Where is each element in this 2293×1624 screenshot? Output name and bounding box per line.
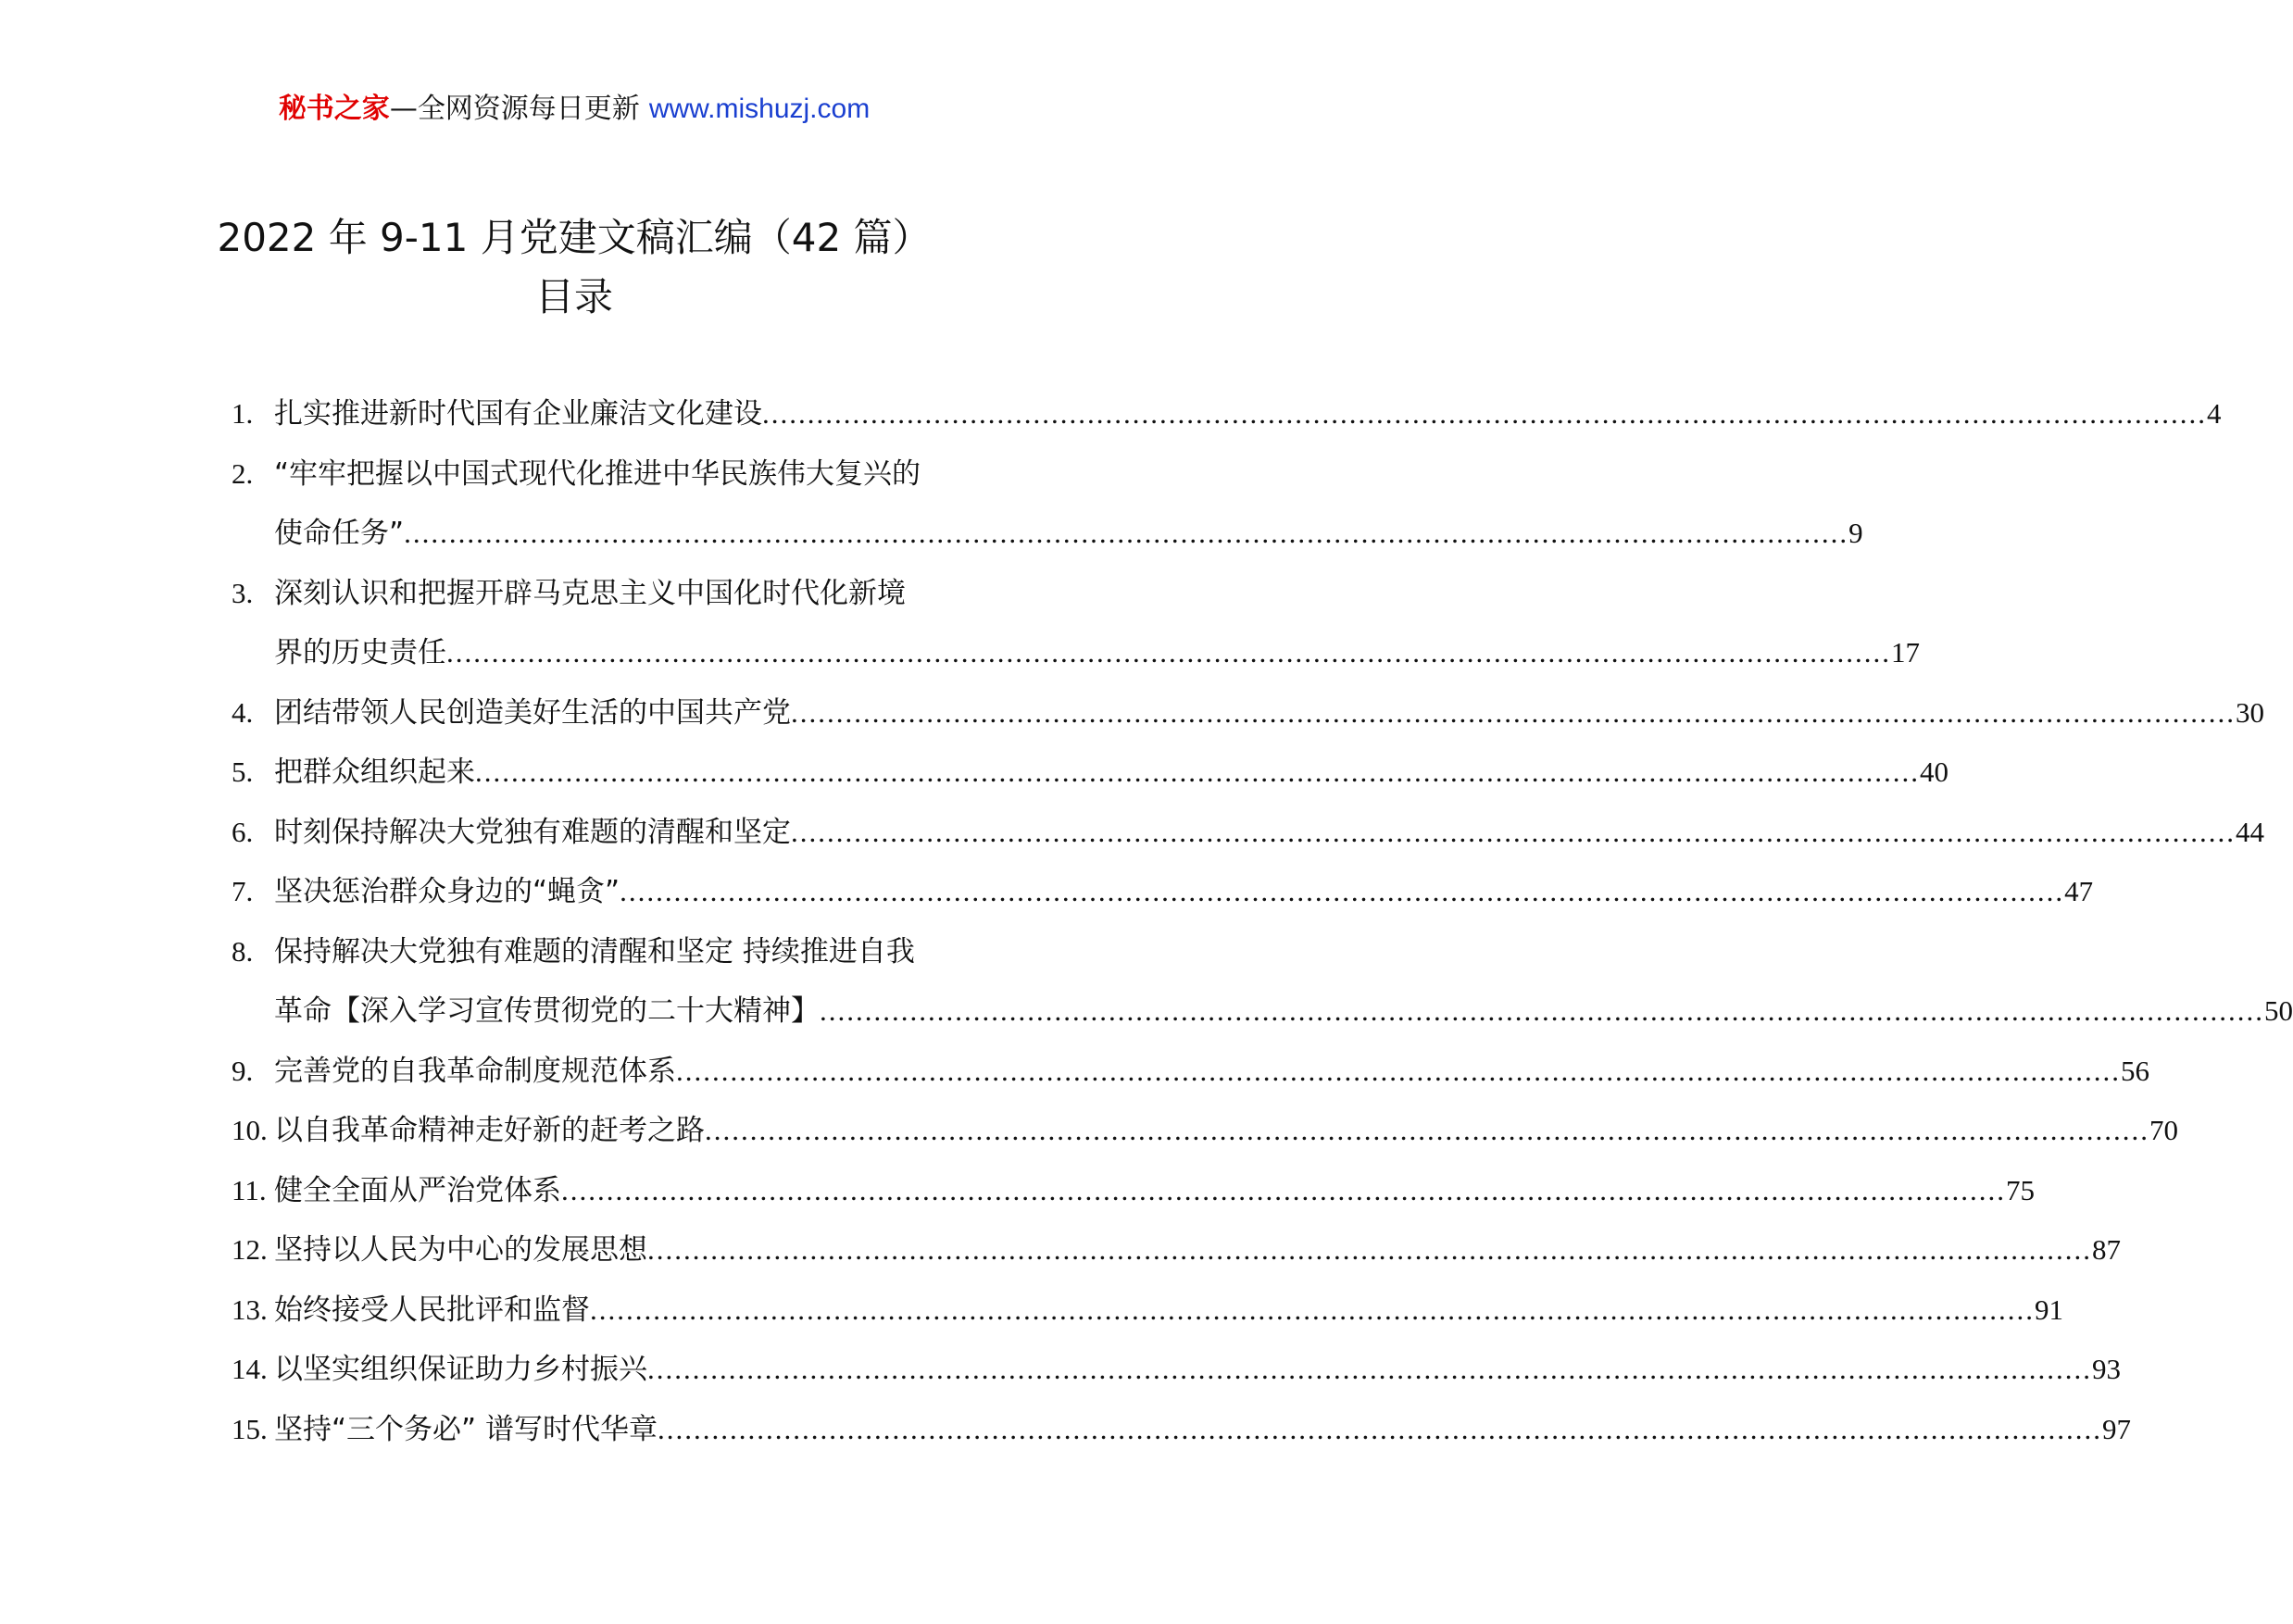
toc-dot-leader: ................................................................................................................................................................ — [705, 1114, 2149, 1146]
toc-entry-title: 坚持“三个务必” 谱写时代华章 — [274, 1412, 658, 1446]
toc-dot-leader: ................................................................................................................................................................ — [762, 397, 2207, 430]
toc-entry-line — [0, 1220, 2121, 1280]
toc-page-number: 56 — [2121, 1054, 2149, 1087]
toc-entry-number: 2. — [232, 456, 254, 490]
toc-entry-title: 坚决惩治群众身边的“蝇贪” — [274, 875, 620, 908]
toc-entry-title: 时刻保持解决大党独有难题的清醒和坚定 — [274, 815, 791, 849]
toc-entry-number: 9. — [232, 1054, 254, 1087]
toc-entry-title: 团结带领人民创造美好生活的中国共产党 — [274, 695, 791, 730]
toc-entry-number: 3. — [232, 576, 254, 609]
toc-entry-line — [0, 1400, 2131, 1460]
toc-entry-number: 6. — [232, 815, 254, 848]
toc-entry-number: 14. — [232, 1353, 268, 1385]
toc-entry-line — [0, 444, 1148, 505]
toc-page-number: 44 — [2236, 815, 2264, 848]
toc-entry-number: 15. — [232, 1412, 268, 1445]
table-of-contents — [0, 384, 2293, 1459]
toc-page-number: 70 — [2149, 1114, 2178, 1146]
toc-dot-leader: ................................................................................................................................................................ — [676, 1054, 2121, 1087]
toc-entry-link[interactable] — [274, 1042, 2149, 1102]
toc-page-number: 47 — [2064, 875, 2094, 907]
toc-entry-title: 革命【深入学习宣传贯彻党的二十大精神】 — [274, 994, 820, 1028]
site-url-link[interactable]: www.mishuzj.com — [648, 94, 871, 124]
toc-page-number: 9 — [1848, 517, 1863, 549]
toc-dot-leader: ................................................................................................................................................................ — [620, 875, 2065, 907]
toc-entry-title: 扎实推进新时代国有企业廉洁文化建设 — [274, 397, 762, 431]
toc-entry-line — [0, 922, 1148, 982]
title-main: 2022 年 9-11 月党建文稿汇编（42 篇） — [217, 215, 932, 260]
toc-entry-title: 始终接受人民批评和监督 — [274, 1293, 590, 1327]
toc-dot-leader: ................................................................................................................................................................ — [657, 1412, 2102, 1445]
toc-entry-number: 13. — [232, 1293, 268, 1326]
toc-entry-link[interactable] — [274, 1161, 2035, 1221]
toc-entry-link[interactable] — [274, 1220, 2121, 1280]
toc-entry-number: 12. — [232, 1233, 268, 1266]
toc-entry-title: 坚持以人民为中心的发展思想 — [274, 1233, 647, 1267]
toc-dot-leader: ................................................................................................................................................................ — [590, 1293, 2035, 1326]
toc-page-number: 93 — [2092, 1353, 2121, 1385]
toc-page-number: 50 — [2264, 994, 2293, 1027]
title-toc-heading: 目录 — [534, 274, 613, 319]
toc-entry-line — [0, 743, 1948, 803]
toc-dot-leader: ................................................................................................................................................................ — [791, 815, 2236, 848]
brand-name: 秘书之家 — [278, 93, 390, 125]
toc-entry-title: 健全全面从严治党体系 — [274, 1173, 561, 1207]
toc-entry-link[interactable] — [274, 981, 2293, 1042]
toc-dot-leader: ................................................................................................................................................................ — [475, 756, 1920, 788]
toc-entry-title: 把群众组织起来 — [274, 756, 475, 789]
toc-entry-link[interactable] — [274, 743, 1948, 803]
toc-entry-line — [0, 564, 1148, 624]
toc-entry-title: 以坚实组织保证助力乡村振兴 — [274, 1353, 647, 1386]
toc-page-number: 30 — [2236, 695, 2264, 729]
toc-entry-title: 使命任务” — [274, 517, 405, 550]
toc-entry-link[interactable] — [274, 1280, 2063, 1341]
toc-entry-line — [0, 981, 2293, 1042]
toc-entry-number: 4. — [232, 695, 254, 729]
toc-dot-leader: ................................................................................................................................................................ — [791, 695, 2236, 729]
toc-page-number: 40 — [1920, 756, 1948, 788]
toc-dot-leader: ................................................................................................................................................................ — [561, 1173, 2006, 1206]
toc-entry-line — [0, 504, 1863, 564]
toc-entry-line — [0, 683, 2264, 743]
toc-entry-link[interactable] — [274, 623, 1920, 683]
toc-entry-title: 深刻认识和把握开辟马克思主义中国化时代化新境 — [274, 576, 906, 610]
toc-page-number: 4 — [2207, 397, 2222, 430]
toc-entry-number: 1. — [232, 397, 254, 430]
toc-dot-leader: ................................................................................................................................................................ — [820, 994, 2264, 1027]
toc-dot-leader: ................................................................................................................................................................ — [446, 636, 1891, 668]
toc-entry-line — [0, 1161, 2035, 1221]
toc-entry-link[interactable] — [274, 504, 1863, 564]
toc-entry-number: 11. — [232, 1173, 267, 1206]
toc-entry-line — [0, 803, 2264, 863]
site-header — [0, 91, 1148, 128]
toc-page-number: 75 — [2006, 1173, 2035, 1206]
document-title — [0, 208, 1148, 327]
toc-entry-link[interactable] — [274, 1101, 2178, 1161]
toc-entry-line — [0, 1042, 2149, 1102]
toc-entry-title: 以自我革命精神走好新的赶考之路 — [274, 1114, 705, 1147]
toc-entry-line — [0, 1101, 2178, 1161]
toc-page-number: 97 — [2101, 1412, 2131, 1445]
toc-entry-line — [0, 1280, 2063, 1341]
toc-page-number: 87 — [2092, 1233, 2121, 1266]
toc-entry-link[interactable] — [274, 683, 2264, 743]
toc-entry-title: 界的历史责任 — [274, 636, 446, 669]
toc-entry-link[interactable] — [274, 862, 2094, 922]
header-tagline: —全网资源每日更新 — [389, 93, 640, 125]
toc-dot-leader: ................................................................................................................................................................ — [647, 1233, 2092, 1266]
toc-page-number: 17 — [1891, 636, 1920, 668]
toc-dot-leader: ................................................................................................................................................................ — [404, 517, 1849, 549]
toc-entry-link[interactable] — [274, 1400, 2131, 1460]
toc-entry-line — [0, 862, 2094, 922]
toc-entry-link[interactable] — [274, 803, 2264, 863]
toc-entry-number: 10. — [232, 1114, 268, 1146]
toc-entry-link[interactable] — [274, 384, 2222, 444]
toc-entry-title: 保持解决大党独有难题的清醒和坚定 持续推进自我 — [274, 934, 915, 968]
toc-entry-title: 完善党的自我革命制度规范体系 — [274, 1054, 676, 1088]
toc-entry-number: 8. — [232, 934, 254, 968]
toc-entry-title: “牢牢把握以中国式现代化推进中华民族伟大复兴的 — [274, 456, 921, 491]
toc-entry-line — [0, 384, 2222, 444]
toc-entry-link[interactable] — [274, 1340, 2121, 1400]
toc-entry-line — [0, 623, 1920, 683]
toc-entry-number: 5. — [232, 756, 254, 788]
toc-page-number: 91 — [2035, 1293, 2063, 1326]
toc-entry-number: 7. — [232, 875, 254, 907]
toc-entry-line — [0, 1340, 2121, 1400]
toc-dot-leader: ................................................................................................................................................................ — [647, 1353, 2092, 1385]
